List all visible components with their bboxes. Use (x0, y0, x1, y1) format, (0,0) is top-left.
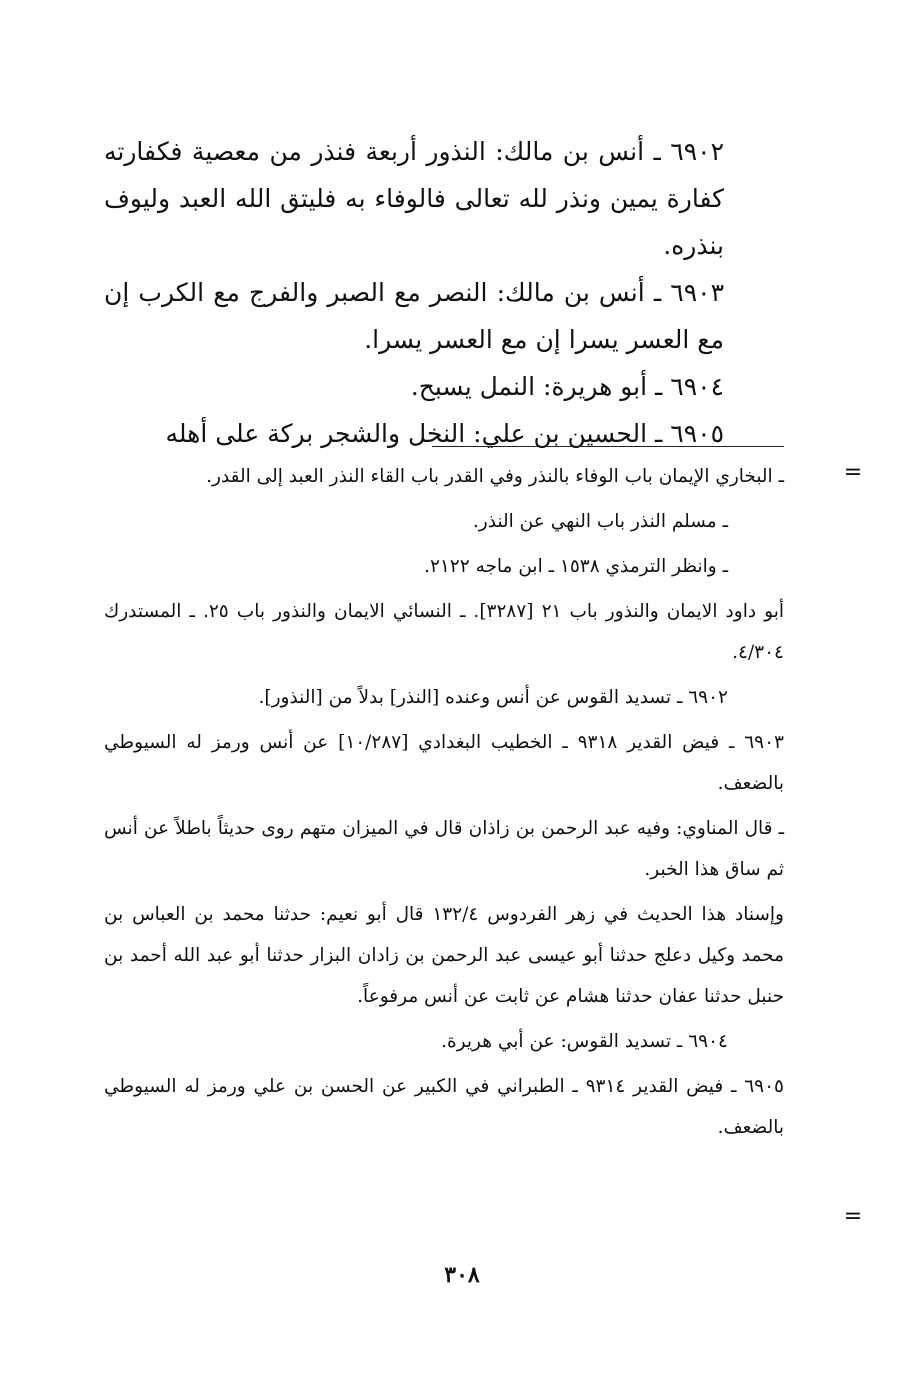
footnote-divider (432, 446, 784, 447)
continuation-mark-bottom: = (843, 1204, 863, 1229)
page-number: ٣٠٨ (444, 1262, 480, 1288)
footnote: ٦٩٠٥ ـ فيض القدير ٩٣١٤ ـ الطبراني في الكبير عن الحسن بن علي ورمز له السيوطي بالضعف. (104, 1076, 784, 1138)
hadith-entry-6903: ٦٩٠٣ ـ أنس بن مالك: النصر مع الصبر والفرج مع الكرب إن مع العسر يسرا إن مع العسر يسرا. (104, 278, 724, 354)
footnote: ـ وانظر الترمذي ١٥٣٨ ـ ابن ماجه ٢١٢٢. (424, 556, 728, 577)
hadith-entry-6905: ٦٩٠٥ ـ الحسين بن علي: النخل والشجر بركة على أهله (165, 419, 724, 448)
footnotes (104, 456, 784, 1148)
hadith-entry-6904: ٦٩٠٤ ـ أبو هريرة: النمل يسبح. (410, 372, 724, 401)
footnote: ٦٩٠٣ ـ فيض القدير ٩٣١٨ ـ الخطيب البغدادي [١٠/٢٨٧] عن أنس ورمز له السيوطي بالضعف. (104, 732, 784, 794)
footnote: ـ البخاري الإيمان باب الوفاء بالنذر وفي القدر باب القاء النذر العبد إلى القدر. (206, 466, 784, 487)
footnote: ـ قال المناوي: وفيه عبد الرحمن بن زاذان قال في الميزان متهم روى حديثاً باطلاً عن أنس ثم ساق هذا الخبر. (104, 818, 784, 880)
footnote: وإسناد هذا الحديث في زهر الفردوس ١٣٢/٤ قال أبو نعيم: حدثنا محمد بن العباس بن محمد وكيل دعلج حدثنا أبو عيسى عبد الرحمن بن زادان البزار حدثنا أبو عبد الله أحمد بن حنبل حدثنا عفان حدثنا هشام عن ثابت عن أنس مرفوعاً. (104, 904, 784, 1007)
footnote: ٦٩٠٤ ـ تسديد القوس: عن أبي هريرة. (441, 1031, 728, 1052)
footnote: أبو داود الايمان والنذور باب ٢١ [٣٢٨٧]. ـ النسائي الايمان والنذور باب ٢٥. ـ المستدرك ٤/٣٠٤. (104, 601, 784, 663)
footnote: ٦٩٠٢ ـ تسديد القوس عن أنس وعنده [النذر] بدلاً من [النذور]. (258, 687, 728, 708)
continuation-mark-top: = (843, 460, 863, 485)
main-text (104, 128, 784, 457)
hadith-entry-6902: ٦٩٠٢ ـ أنس بن مالك: النذور أربعة فنذر من معصية فكفارته كفارة يمين ونذر لله تعالى فالوفاء به فليتق الله العبد وليوف بنذره. (104, 137, 724, 260)
footnote: ـ مسلم النذر باب النهي عن النذر. (472, 511, 728, 532)
